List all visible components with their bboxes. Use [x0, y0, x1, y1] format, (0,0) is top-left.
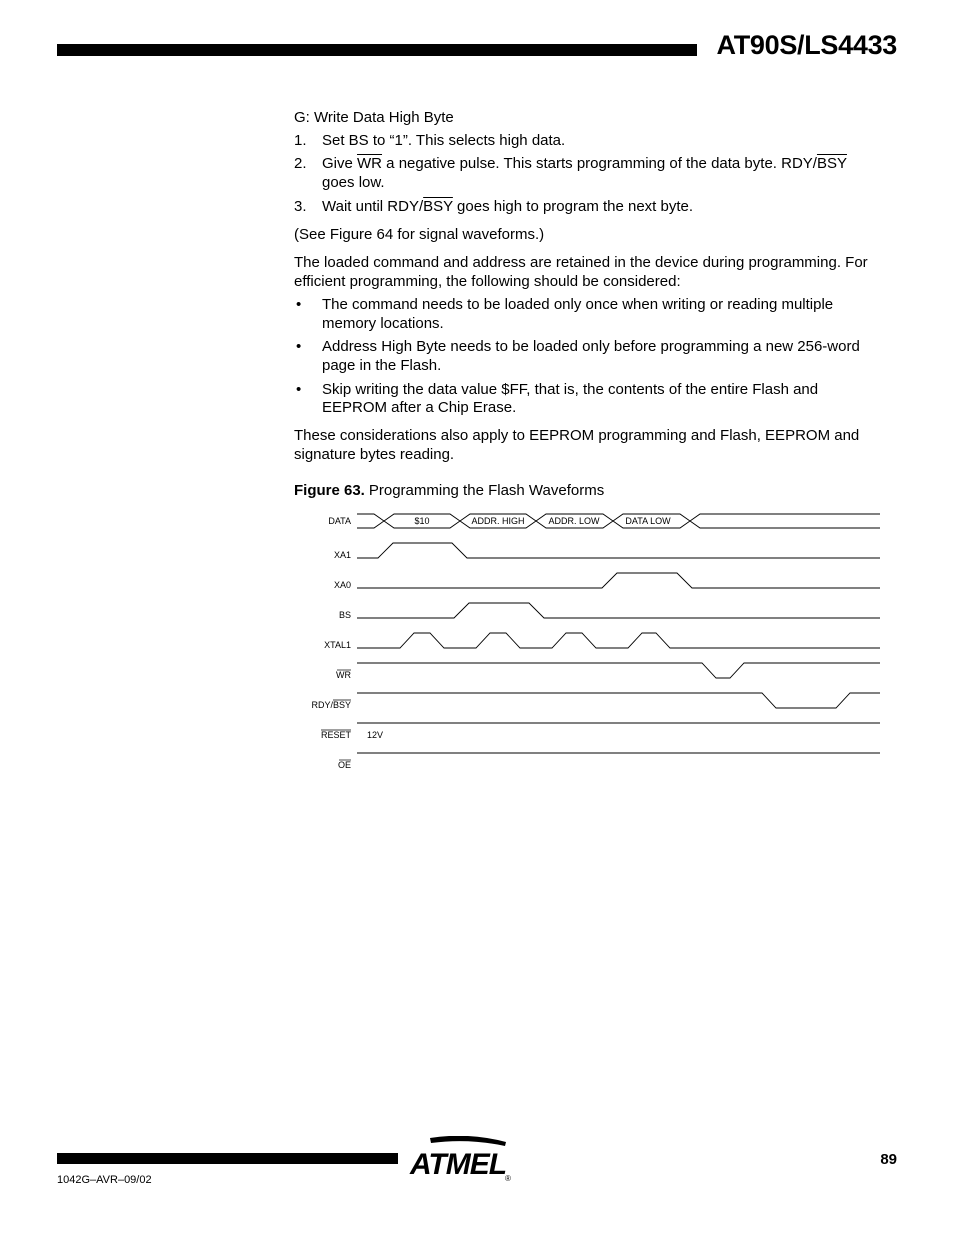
bullet-marker: • [296, 296, 302, 313]
step-text: Set BS to “1”. This selects high data. [322, 132, 566, 149]
signal-label-xa1: XA1 [333, 550, 351, 560]
overline-bars [321, 670, 351, 760]
document-title: AT90S/LS4433 [716, 30, 897, 60]
bsy-overline-text: $\overline{BSY}$ [423, 198, 453, 215]
bullet-marker: • [296, 338, 302, 355]
data-bus-idle-start [357, 514, 384, 528]
data-bus-idle-end [690, 514, 880, 528]
registered-mark: ® [505, 1174, 511, 1183]
wr-waveform [357, 663, 880, 678]
xa0-waveform [357, 573, 880, 588]
bs-waveform [357, 603, 880, 618]
step-text: Wait until RDY/$\overline{BSY}$ goes high to program the next byte. [322, 198, 694, 215]
signal-label-xa0: XA0 [333, 580, 351, 590]
paragraph-line: efficient programming, the following should be considered: [294, 273, 681, 290]
data-value-label: ADDR. LOW [548, 516, 600, 526]
xa1-waveform [357, 543, 880, 558]
data-value-label: DATA LOW [625, 516, 671, 526]
data-value-label: ADDR. HIGH [471, 516, 525, 526]
signal-label-xtal1: XTAL1 [324, 640, 351, 650]
paragraph-line: These considerations also apply to EEPROM programming and Flash, EEPROM and [294, 427, 860, 444]
signal-label-wr: WR [336, 670, 351, 680]
signal-label-bs: BS [338, 610, 351, 620]
paragraph-line: signature bytes reading. [294, 446, 455, 463]
bsy-overline-text: $\overline{BSY}$ [816, 155, 847, 172]
header-bar [57, 44, 697, 56]
signal-label-rdy-bsy: RDY/BSY [311, 700, 351, 710]
figure-label: Figure 63. [294, 482, 365, 499]
figure-caption [294, 482, 604, 499]
step-text: Give $\overline{WR}$ a negative pulse. This starts programming of the data byte. RDY/$\overline{BSY}$ [322, 155, 847, 172]
section-heading: G: Write Data High Byte [294, 109, 454, 126]
logo-wordmark: ATMEL [409, 1148, 507, 1181]
data-value-label: $10 [414, 516, 430, 526]
step-number: 3. [294, 198, 307, 215]
signal-label-reset: RESET [320, 730, 351, 740]
step-text-continued: goes low. [322, 174, 385, 191]
signal-label-data: DATA [328, 516, 351, 526]
reset-level-label: 12V [367, 730, 384, 740]
waveform-diagram [300, 505, 890, 775]
bullet-marker: • [296, 381, 302, 398]
document-code: 1042G–AVR–09/02 [57, 1174, 152, 1186]
bullet-text: The command needs to be loaded only once when writing or reading multiple [322, 296, 834, 313]
signal-label-oe: OE [337, 760, 351, 770]
wr-overline-text: $\overline{WR}$ [357, 155, 383, 172]
bullet-text: Skip writing the data value $FF, that is, the contents of the entire Flash and [322, 381, 819, 398]
bullet-text: page in the Flash. [322, 357, 442, 374]
bullet-text: memory locations. [322, 315, 444, 332]
rdy-bsy-waveform [357, 693, 880, 708]
step-number: 1. [294, 132, 307, 149]
xtal1-waveform [357, 633, 880, 648]
footer-bar [57, 1153, 398, 1164]
see-figure-note: (See Figure 64 for signal waveforms.) [294, 226, 545, 243]
paragraph-line: The loaded command and address are retained in the device during programming. For [294, 254, 868, 271]
page-number: 89 [880, 1151, 897, 1168]
bullet-text: EEPROM after a Chip Erase. [322, 399, 517, 416]
atmel-logo [408, 1136, 512, 1186]
step-number: 2. [294, 155, 307, 172]
bullet-text: Address High Byte needs to be loaded only before programming a new 256-word [322, 338, 860, 355]
figure-title: Programming the Flash Waveforms [368, 482, 605, 499]
